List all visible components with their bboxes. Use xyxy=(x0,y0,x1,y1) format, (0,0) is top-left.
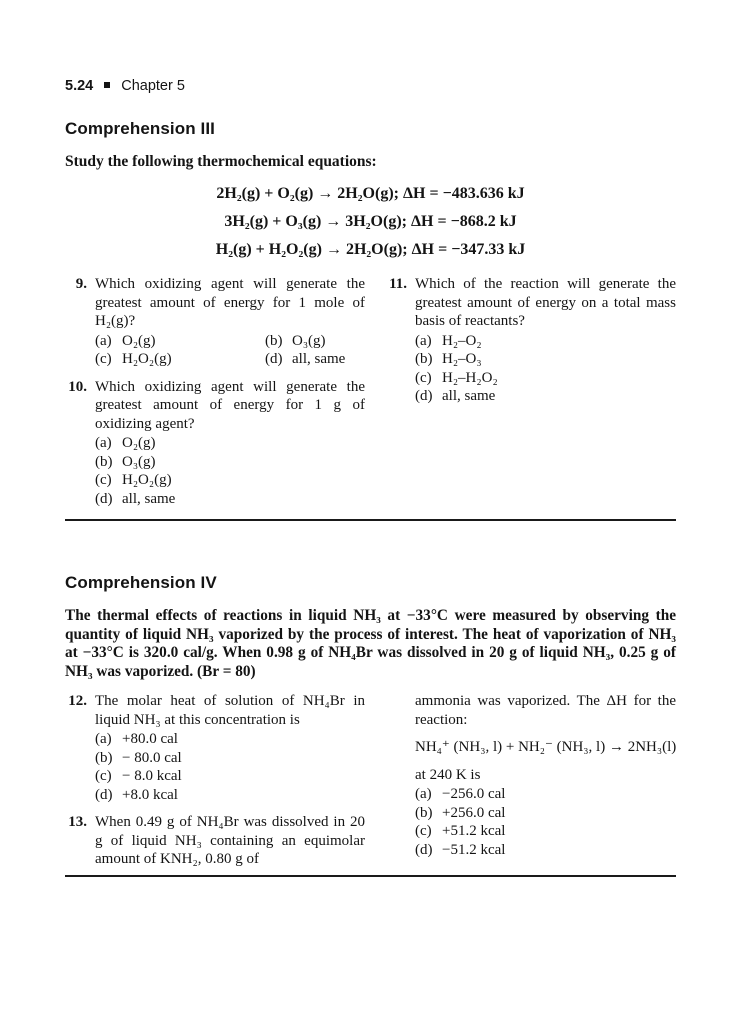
option-a xyxy=(95,332,265,351)
equation-1: 2H₂(g) + O₂(g) → 2H₂O(g); ΔH = −483.636 kJ xyxy=(216,185,525,202)
options-list xyxy=(95,434,365,508)
option-label: (d) xyxy=(95,490,113,507)
passage-paragraph: The thermal effects of reactions in liquid NH₃ at −33°C were measured by observing the quantity of liquid NH₃ vaporized by the process of interest. The heat of vaporization of NH₃ at −33°C is 320.0 cal/g. When 0.98 g of NH₄Br was dissolved in 20 g of liquid NH₃, 0.25 g of NH₃ was vaporized. (Br = 80) xyxy=(65,607,676,680)
option-text: H₂–O₂ xyxy=(442,332,482,349)
option-c xyxy=(415,822,676,841)
section-comprehension-iv xyxy=(65,573,676,869)
option-text: −51.2 kcal xyxy=(442,841,506,858)
option-text: all, same xyxy=(442,388,496,404)
options-list xyxy=(95,332,365,369)
option-label: (d) xyxy=(95,786,113,803)
option-text: − 8.0 kcal xyxy=(122,768,182,785)
option-text: O₂(g) xyxy=(122,332,156,349)
option-text: O₃(g) xyxy=(292,332,326,349)
option-label: (b) xyxy=(265,332,283,349)
option-label: (d) xyxy=(415,841,433,858)
right-column xyxy=(385,275,676,508)
option-label: (b) xyxy=(95,453,113,470)
option-label: (a) xyxy=(95,332,112,349)
option-text: +51.2 kcal xyxy=(442,823,506,840)
option-label: (b) xyxy=(95,749,113,766)
question-12 xyxy=(65,692,365,804)
option-label: (c) xyxy=(415,823,432,840)
option-text: H₂O₂(g) xyxy=(122,472,172,488)
condition-line: at 240 K is xyxy=(415,766,481,783)
question-stem: Which oxidizing agent will generate the greatest amount of energy for 1 g of oxidizing agent? xyxy=(95,378,365,432)
option-text: O₂(g) xyxy=(122,435,156,451)
left-column xyxy=(65,275,365,508)
question-9 xyxy=(65,275,365,369)
equation-3: H₂(g) + H₂O₂(g) → 2H₂O(g); ΔH = −347.33 kJ xyxy=(215,241,526,258)
question-number: 10. xyxy=(68,378,87,395)
question-13 xyxy=(65,813,365,869)
option-d xyxy=(415,387,676,406)
option-d xyxy=(95,490,365,509)
question-10 xyxy=(65,378,365,509)
section-intro: Study the following thermochemical equations: xyxy=(65,153,377,170)
option-label: (a) xyxy=(95,435,112,451)
question-11 xyxy=(385,275,676,406)
option-text: − 80.0 cal xyxy=(122,749,182,766)
option-b xyxy=(95,749,365,768)
section-title-comprehension-iii: Comprehension III xyxy=(65,119,215,138)
question-stem: The molar heat of solution of NH₄Br in liquid NH₃ at this concentration is xyxy=(95,693,365,728)
option-d xyxy=(265,350,365,369)
option-d xyxy=(95,786,365,805)
option-label: (a) xyxy=(95,731,112,748)
option-text: +80.0 cal xyxy=(122,731,178,748)
options-list xyxy=(415,332,676,406)
option-label: (d) xyxy=(415,388,433,404)
option-b xyxy=(415,350,676,369)
option-c xyxy=(415,369,676,388)
square-bullet-icon xyxy=(104,82,110,88)
question-13-continuation xyxy=(415,692,676,859)
option-label: (a) xyxy=(415,332,432,349)
question-stem-left: When 0.49 g of NH₄Br was dissolved in 20 g of liquid NH₃ containing an equimolar amount of KNH₂, 0.80 g of xyxy=(95,814,365,868)
option-text: H₂O₂(g) xyxy=(122,351,172,367)
option-c xyxy=(95,767,365,786)
questions-columns-iii xyxy=(65,275,676,508)
option-d xyxy=(415,841,676,860)
option-a xyxy=(415,332,676,351)
questions-columns-iv xyxy=(65,692,676,869)
option-label: (c) xyxy=(415,369,432,386)
option-b xyxy=(95,453,365,472)
question-number: 9. xyxy=(75,276,87,292)
option-text: +8.0 kcal xyxy=(122,786,178,803)
question-body xyxy=(95,813,365,869)
section-title-comprehension-iv: Comprehension IV xyxy=(65,573,217,592)
option-label: (b) xyxy=(415,804,433,821)
options-list xyxy=(415,785,676,859)
option-label: (c) xyxy=(95,472,112,488)
section-comprehension-iii xyxy=(65,119,676,508)
page-header xyxy=(65,78,676,94)
option-a xyxy=(95,434,365,453)
question-number: 11. xyxy=(389,276,407,292)
option-text: O₃(g) xyxy=(122,453,156,470)
page-number: 5.24 xyxy=(65,78,94,94)
option-label: (c) xyxy=(95,351,112,367)
equation-2: 3H₂(g) + O₃(g) → 3H₂O(g); ΔH = −868.2 kJ xyxy=(224,213,517,230)
option-a xyxy=(415,785,676,804)
reaction-equation: NH₄⁺ (NH₃, l) + NH₂⁻ (NH₃, l) → 2NH₃(l) xyxy=(415,739,677,756)
option-text: −256.0 cal xyxy=(442,786,506,803)
chapter-label: Chapter 5 xyxy=(121,78,185,94)
question-stem: Which of the reaction will generate the greatest amount of energy on a total mass basis of reactants? xyxy=(415,276,676,329)
bottom-divider xyxy=(65,875,676,877)
right-column xyxy=(385,692,676,869)
option-text: all, same xyxy=(292,351,346,367)
question-stem-right: ammonia was vaporized. The ΔH for the reaction: xyxy=(415,693,676,728)
question-body xyxy=(95,378,365,509)
option-text: H₂–O₃ xyxy=(442,351,482,367)
question-number: 13. xyxy=(68,814,87,831)
thermochemical-equations xyxy=(65,180,676,264)
options-list xyxy=(95,730,365,804)
option-b xyxy=(415,804,676,823)
option-c xyxy=(95,471,365,490)
question-body xyxy=(95,275,365,369)
option-text: +256.0 cal xyxy=(442,804,506,821)
section-divider xyxy=(65,519,676,521)
question-body xyxy=(415,275,676,406)
option-a xyxy=(95,730,365,749)
option-label: (c) xyxy=(95,768,112,785)
option-label: (d) xyxy=(265,351,283,367)
question-body xyxy=(95,692,365,804)
left-column xyxy=(65,692,365,869)
option-label: (b) xyxy=(415,351,433,367)
question-number: 12. xyxy=(68,693,87,710)
option-text: H₂–H₂O₂ xyxy=(442,369,498,386)
option-label: (a) xyxy=(415,786,432,803)
option-b xyxy=(265,332,365,351)
option-text: all, same xyxy=(122,490,176,507)
option-c xyxy=(95,350,265,369)
question-stem: Which oxidizing agent will generate the greatest amount of energy for 1 mole of H₂(g)? xyxy=(95,276,365,329)
